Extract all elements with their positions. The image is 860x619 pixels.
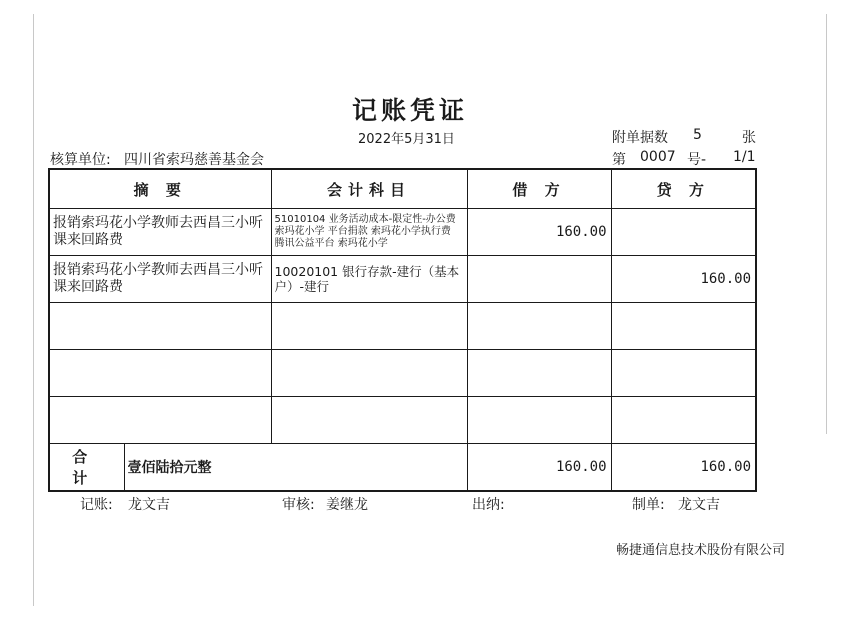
bookkeeper-name: 龙文吉	[128, 497, 170, 513]
reviewer-name: 姜继龙	[326, 497, 368, 513]
voucher-date: 2022年5月31日	[358, 132, 455, 147]
credit-cell	[611, 209, 756, 256]
credit-cell	[611, 303, 756, 350]
table-row	[49, 209, 756, 256]
debit-cell	[467, 303, 611, 350]
total-debit: 160.00	[467, 444, 611, 491]
table-row	[49, 350, 756, 397]
header-summary: 摘 要	[49, 169, 271, 209]
table-row	[49, 256, 756, 303]
account-cell	[271, 350, 467, 397]
software-company: 畅捷通信息技术股份有限公司	[616, 543, 786, 558]
account-cell: 51010104 业务活动成本-限定性-办公费 索玛花小学 平台捐款 索玛花小学执行费 腾讯公益平台 索玛花小学	[271, 209, 467, 256]
attachments-unit: 张	[742, 130, 756, 146]
unit-name: 四川省索玛慈善基金会	[124, 152, 264, 168]
voucher-number-prefix: 第	[612, 152, 626, 168]
account-cell: 10020101 银行存款-建行（基本户）-建行	[271, 256, 467, 303]
attachments-label: 附单据数	[612, 130, 668, 146]
voucher-number-suffix: 号-	[687, 152, 707, 168]
preparer-name: 龙文吉	[678, 497, 720, 513]
total-row	[49, 444, 756, 491]
total-amount-words: 壹佰陆拾元整	[124, 444, 467, 491]
header-row	[49, 169, 756, 209]
bookkeeper-label: 记账:	[80, 497, 113, 513]
header-credit: 贷 方	[611, 169, 756, 209]
cashier-label: 出纳:	[472, 497, 505, 513]
table-row	[49, 397, 756, 444]
scan-edge-left	[33, 14, 34, 606]
voucher-number: 0007	[640, 149, 676, 165]
scan-edge-right	[826, 14, 827, 434]
summary-cell	[49, 350, 271, 397]
credit-cell	[611, 350, 756, 397]
debit-cell	[467, 350, 611, 397]
attachments-count: 5	[693, 127, 702, 143]
summary-cell: 报销索玛花小学教师去西昌三小听课来回路费	[49, 209, 271, 256]
table-row	[49, 303, 756, 350]
total-credit: 160.00	[611, 444, 756, 491]
voucher-page: 1/1	[733, 149, 756, 165]
summary-cell	[49, 303, 271, 350]
reviewer-label: 审核:	[282, 497, 315, 513]
preparer-label: 制单:	[632, 497, 665, 513]
account-cell	[271, 397, 467, 444]
total-label: 合 计	[49, 444, 124, 491]
account-cell	[271, 303, 467, 350]
unit-label: 核算单位:	[50, 152, 111, 168]
debit-cell: 160.00	[467, 209, 611, 256]
debit-cell	[467, 397, 611, 444]
summary-cell	[49, 397, 271, 444]
voucher-title: 记账凭证	[352, 96, 469, 125]
header-account: 会计科目	[271, 169, 467, 209]
summary-cell: 报销索玛花小学教师去西昌三小听课来回路费	[49, 256, 271, 303]
credit-cell: 160.00	[611, 256, 756, 303]
credit-cell	[611, 397, 756, 444]
voucher-table	[48, 168, 757, 492]
header-debit: 借 方	[467, 169, 611, 209]
debit-cell	[467, 256, 611, 303]
